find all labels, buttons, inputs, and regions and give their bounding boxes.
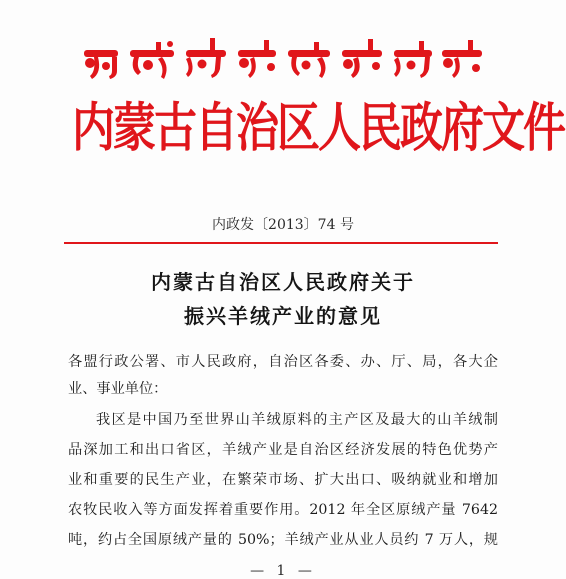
document-number: 内政发〔2013〕74 号 — [212, 217, 354, 233]
mongolian-script-heading — [78, 30, 488, 88]
issuer-masthead: 内蒙古自治区人民政府文件 — [72, 98, 564, 160]
document-title-line-2: 振兴羊绒产业的意见 — [184, 304, 382, 328]
body-line-7: 吨，约占全国原绒产量的 50%；羊绒产业从业人员约 7 万人，规 — [68, 532, 498, 548]
page-number: — 1 — — [250, 563, 316, 579]
body-line-6: 农牧民收入等方面发挥着重要作用。2012 年全区原绒产量 7642 — [68, 502, 498, 518]
body-line-2: 业、事业单位： — [68, 381, 168, 397]
body-line-4: 品深加工和出口省区，羊绒产业是自治区经济发展的特色优势产 — [68, 442, 498, 458]
header-divider — [64, 242, 498, 244]
body-line-1: 各盟行政公署、市人民政府，自治区各委、办、厅、局，各大企 — [68, 354, 498, 370]
body-line-3: 我区是中国乃至世界山羊绒原料的主产区及最大的山羊绒制 — [96, 412, 498, 428]
document-title-line-1: 内蒙古自治区人民政府关于 — [151, 270, 415, 294]
body-line-5: 业和重要的民生产业，在繁荣市场、扩大出口、吸纳就业和增加 — [68, 472, 498, 488]
